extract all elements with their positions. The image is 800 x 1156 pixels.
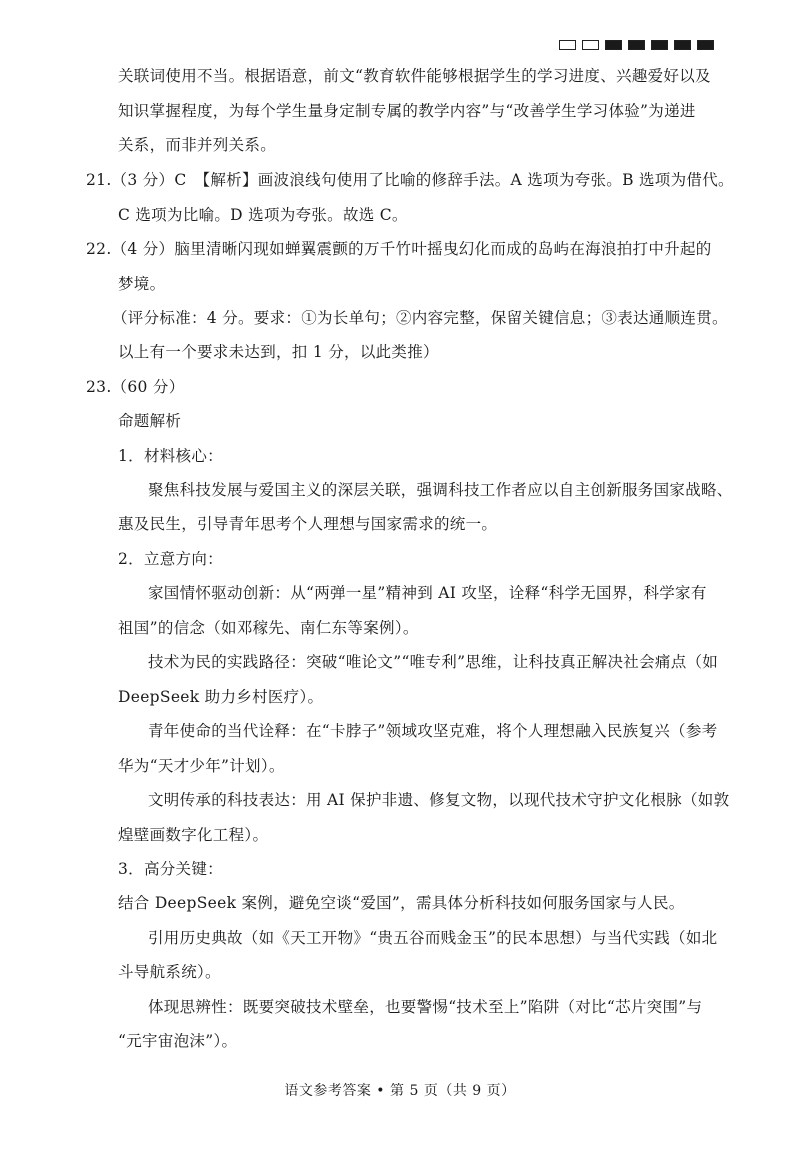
- text-line: 祖国”的信念（如邓稼先、南仁东等案例）。: [118, 619, 419, 637]
- page-mark-filled-4: [674, 40, 691, 50]
- page-mark-filled-5: [697, 40, 714, 50]
- page-mark-filled-3: [651, 40, 668, 50]
- question-21-line: 21.（3 分）C 【解析】画波浪线句使用了比喻的修辞手法。A 选项为夸张。B 选项为借代。: [86, 171, 734, 189]
- page-footer: 语文参考答案 • 第 5 页（共 9 页）: [284, 1083, 516, 1099]
- text-line: 青年使命的当代诠释：在“卡脖子”领域攻坚克难，将个人理想融入民族复兴（参考: [148, 722, 718, 740]
- text-line: 家国情怀驱动创新：从“两弹一星”精神到 AI 攻坚，诠释“科学无国界，科学家有: [148, 584, 707, 602]
- text-line: 引用历史典故（如《天工开物》“贵五谷而贱金玉”的民本思想）与当代实践（如北: [148, 929, 718, 947]
- section-heading: 命题解析: [118, 412, 182, 430]
- subsection-heading: 2．立意方向：: [118, 550, 223, 568]
- subsection-heading: 1．材料核心：: [118, 447, 223, 465]
- page-mark-filled-1: [605, 40, 622, 50]
- page-mark-filled-2: [628, 40, 645, 50]
- text-line: DeepSeek 助力乡村医疗）。: [118, 688, 324, 706]
- text-line: 斗导航系统）。: [118, 963, 221, 981]
- text-line: C 选项为比喻。D 选项为夸张。故选 C。: [118, 206, 408, 224]
- text-line: 技术为民的实践路径：突破“唯论文”“唯专利”思维，让科技真正解决社会痛点（如: [148, 653, 719, 671]
- question-23-line: 23.（60 分）: [86, 378, 185, 396]
- scoring-criteria-line: （评分标准：4 分。要求：①为长单句；②内容完整，保留关键信息；③表达通顺连贯。: [112, 309, 728, 327]
- text-line: 结合 DeepSeek 案例，避免空谈“爱国”，需具体分析科技如何服务国家与人民。: [118, 894, 685, 912]
- text-line: “元宇宙泡沫”）。: [118, 1032, 238, 1050]
- page-progress-marks: [559, 40, 714, 50]
- text-line: 知识掌握程度，为每个学生量身定制专属的教学内容”与“改善学生学习体验”为递进: [118, 102, 696, 120]
- text-line: 梦境。: [118, 275, 166, 293]
- text-line: 惠及民生，引导青年思考个人理想与国家需求的统一。: [118, 515, 498, 533]
- page-mark-empty-2: [582, 40, 599, 50]
- text-line: 关联词使用不当。根据语意，前文“教育软件能够根据学生的学习进度、兴趣爱好以及: [118, 67, 711, 85]
- text-line: 以上有一个要求未达到，扣 1 分，以此类推）: [118, 343, 439, 361]
- question-22-line: 22.（4 分）脑里清晰闪现如蝉翼震颤的万千竹叶摇曳幻化而成的岛屿在海浪拍打中升起的: [86, 240, 712, 258]
- text-line: 聚焦科技发展与爱国主义的深层关联，强调科技工作者应以自主创新服务国家战略、: [148, 481, 733, 499]
- text-line: 体现思辨性：既要突破技术壁垒，也要警惕“技术至上”陷阱（对比“芯片突围”与: [148, 998, 703, 1016]
- text-line: 华为“天才少年”计划）。: [118, 757, 285, 775]
- subsection-heading: 3．高分关键：: [118, 860, 223, 878]
- text-line: 煌壁画数字化工程）。: [118, 826, 269, 844]
- page-mark-empty-1: [559, 40, 576, 50]
- text-line: 文明传承的科技表达：用 AI 保护非遗、修复文物，以现代技术守护文化根脉（如敦: [148, 791, 730, 809]
- text-line: 关系，而非并列关系。: [118, 136, 277, 154]
